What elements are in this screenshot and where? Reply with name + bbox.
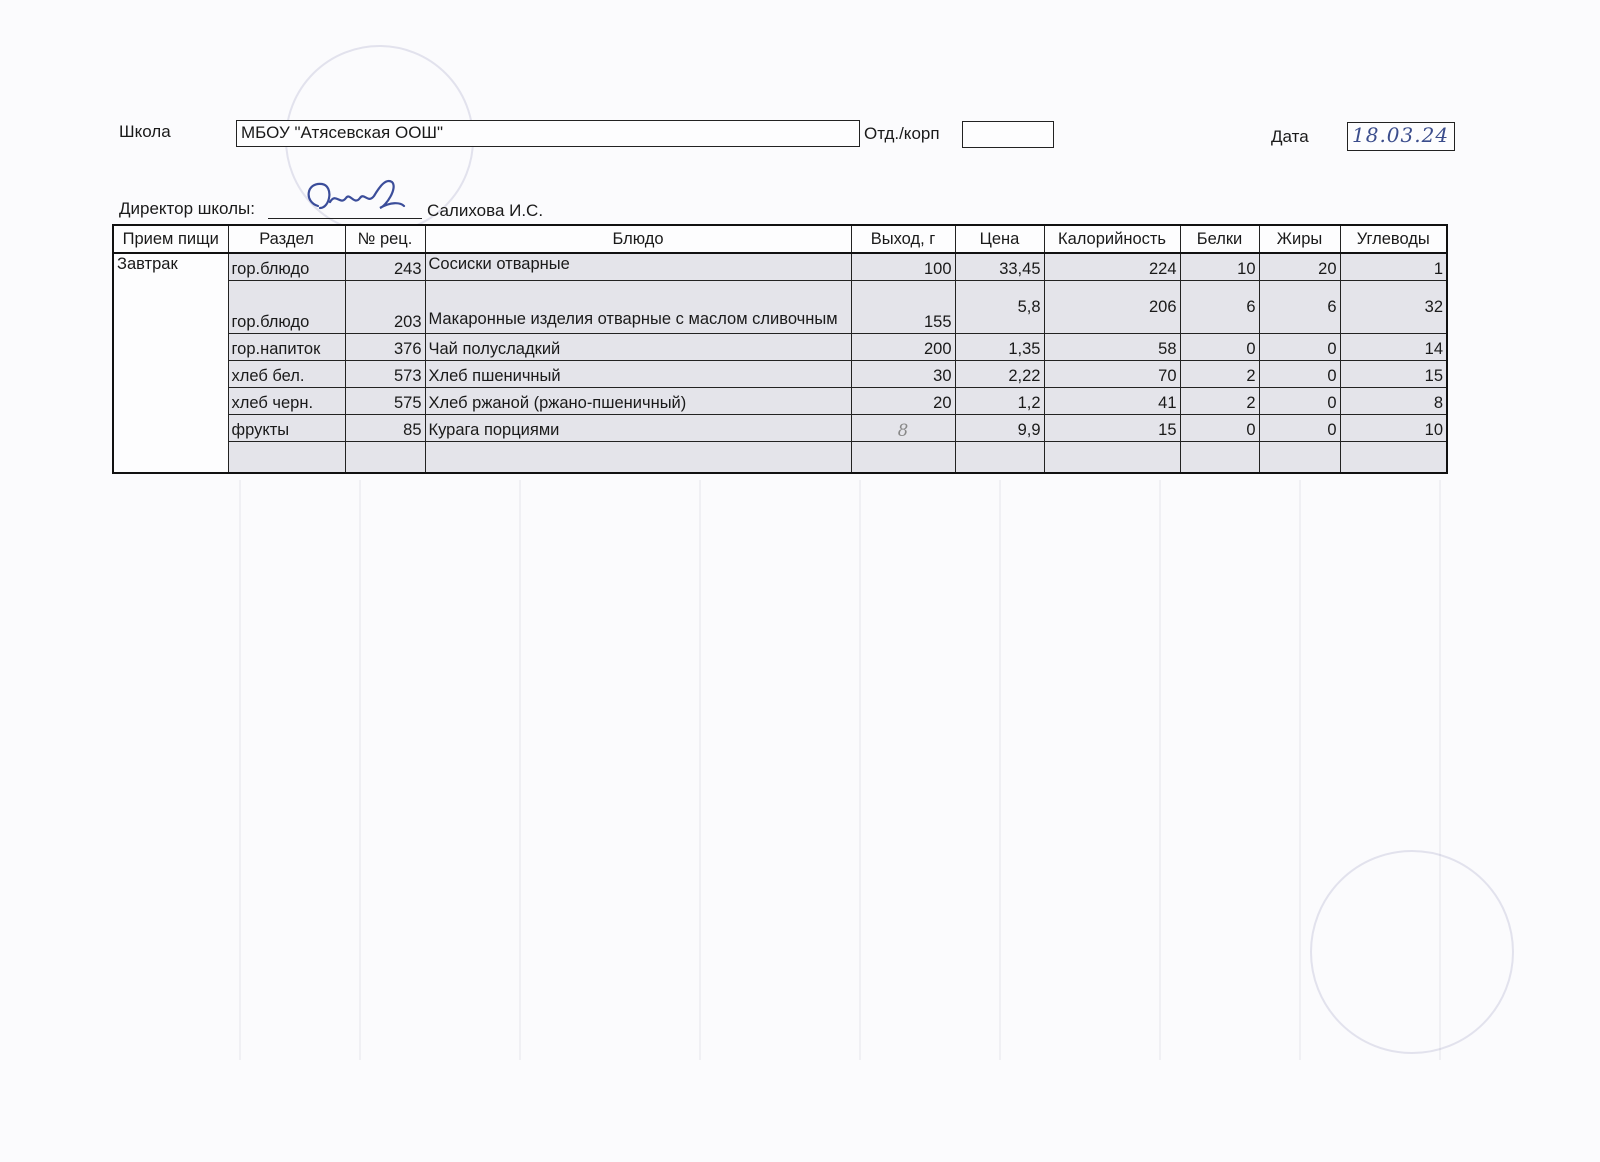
empty-cell — [1340, 442, 1447, 474]
dept-label: Отд./корп — [864, 124, 940, 143]
protein-cell: 2 — [1180, 361, 1259, 388]
table-header-row — [113, 225, 1447, 253]
section-cell: гор.блюдо — [228, 281, 345, 334]
carbs-cell: 10 — [1340, 415, 1447, 442]
yield-cell: 155 — [851, 281, 955, 334]
yield-cell: 20 — [851, 388, 955, 415]
protein-cell: 2 — [1180, 388, 1259, 415]
col-header: № рец. — [345, 225, 425, 253]
yield-cell: 30 — [851, 361, 955, 388]
protein-cell: 10 — [1180, 253, 1259, 281]
carbs-cell: 15 — [1340, 361, 1447, 388]
fat-cell: 0 — [1259, 388, 1340, 415]
calories-cell: 224 — [1044, 253, 1180, 281]
fat-cell: 20 — [1259, 253, 1340, 281]
empty-cell — [1180, 442, 1259, 474]
col-header: Калорийность — [1044, 225, 1180, 253]
recipe-cell: 203 — [345, 281, 425, 334]
price-cell: 5,8 — [955, 281, 1044, 334]
director-name: Салихова И.С. — [427, 201, 544, 220]
recipe-cell: 573 — [345, 361, 425, 388]
carbs-cell: 32 — [1340, 281, 1447, 334]
section-cell: хлеб черн. — [228, 388, 345, 415]
table-row — [113, 334, 1447, 361]
recipe-cell: 243 — [345, 253, 425, 281]
empty-cell — [955, 442, 1044, 474]
yield-cell: 100 — [851, 253, 955, 281]
price-cell: 1,35 — [955, 334, 1044, 361]
fat-cell: 0 — [1259, 334, 1340, 361]
empty-cell — [425, 442, 851, 474]
recipe-cell: 85 — [345, 415, 425, 442]
meal-cell: Завтрак — [113, 253, 228, 473]
table-row — [113, 361, 1447, 388]
reverse-stamp-seal — [1310, 850, 1514, 1054]
calories-cell: 15 — [1044, 415, 1180, 442]
section-cell: гор.блюдо — [228, 253, 345, 281]
section-cell: хлеб бел. — [228, 361, 345, 388]
fat-cell: 0 — [1259, 415, 1340, 442]
calories-cell: 58 — [1044, 334, 1180, 361]
yield-cell-handwritten: 8 — [851, 415, 955, 442]
col-header: Углеводы — [1340, 225, 1447, 253]
director-signature — [300, 172, 410, 218]
dish-cell: Чай полусладкий — [425, 334, 851, 361]
empty-cell — [1259, 442, 1340, 474]
fat-cell: 0 — [1259, 361, 1340, 388]
date-label: Дата — [1271, 127, 1309, 146]
school-label: Школа — [119, 122, 171, 141]
col-header: Прием пищи — [113, 225, 228, 253]
calories-cell: 206 — [1044, 281, 1180, 334]
col-header: Раздел — [228, 225, 345, 253]
empty-cell — [228, 442, 345, 474]
dish-cell: Курага порциями — [425, 415, 851, 442]
protein-cell: 0 — [1180, 415, 1259, 442]
col-header: Блюдо — [425, 225, 851, 253]
table-row — [113, 415, 1447, 442]
recipe-cell: 575 — [345, 388, 425, 415]
recipe-cell: 376 — [345, 334, 425, 361]
menu-table — [112, 224, 1448, 474]
school-field: МБОУ "Атясевская ООШ" — [236, 120, 860, 147]
dish-cell: Хлеб пшеничный — [425, 361, 851, 388]
section-cell: гор.напиток — [228, 334, 345, 361]
col-header: Выход, г — [851, 225, 955, 253]
empty-cell — [345, 442, 425, 474]
dish-cell: Хлеб ржаной (ржано-пшеничный) — [425, 388, 851, 415]
carbs-cell: 14 — [1340, 334, 1447, 361]
price-cell: 1,2 — [955, 388, 1044, 415]
protein-cell: 0 — [1180, 334, 1259, 361]
col-header: Белки — [1180, 225, 1259, 253]
yield-cell: 200 — [851, 334, 955, 361]
empty-cell — [1044, 442, 1180, 474]
section-cell: фрукты — [228, 415, 345, 442]
col-header: Жиры — [1259, 225, 1340, 253]
fat-cell: 6 — [1259, 281, 1340, 334]
table-row — [113, 388, 1447, 415]
dish-cell: Сосиски отварные — [425, 253, 851, 281]
table-row — [113, 281, 1447, 334]
table-row — [113, 253, 1447, 281]
protein-cell: 6 — [1180, 281, 1259, 334]
empty-cell — [851, 442, 955, 474]
col-header: Цена — [955, 225, 1044, 253]
price-cell: 2,22 — [955, 361, 1044, 388]
dish-cell: Макаронные изделия отварные с маслом сливочным — [425, 281, 851, 334]
table-row-empty — [113, 442, 1447, 474]
carbs-cell: 8 — [1340, 388, 1447, 415]
date-field: 18.03.24 — [1347, 122, 1455, 151]
price-cell: 33,45 — [955, 253, 1044, 281]
calories-cell: 70 — [1044, 361, 1180, 388]
carbs-cell: 1 — [1340, 253, 1447, 281]
dept-field — [962, 121, 1054, 148]
price-cell: 9,9 — [955, 415, 1044, 442]
director-label: Директор школы: — [119, 199, 255, 218]
calories-cell: 41 — [1044, 388, 1180, 415]
